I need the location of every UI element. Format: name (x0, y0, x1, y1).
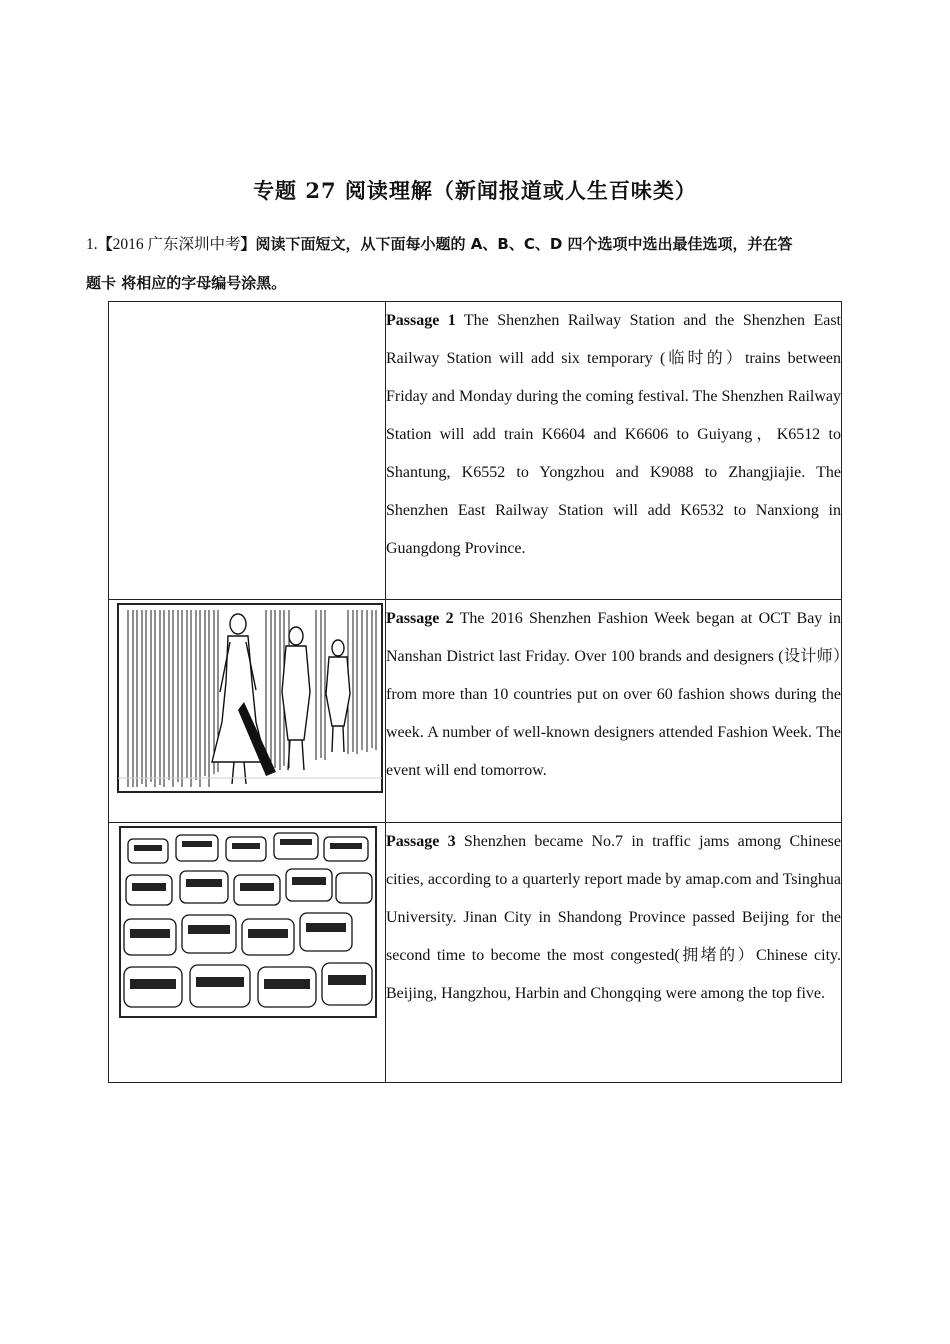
passage-3-cell (386, 823, 842, 1083)
fashion-show-illustration (116, 602, 384, 802)
passage-3-picture-cell (109, 823, 386, 1083)
instruction-line-1: 阅读下面短文，从下面每小题的 A、B、C、D 四个选项中选出最佳选项，并在答 (255, 235, 793, 253)
passage-2-text: The 2016 Shenzhen Fashion Week began at OCT Bay in Nanshan District last Friday. Over 100 brands and designers (设计师）from more than 10 countries put on over 60 fashion shows during the week. A number of well-known designers attended Fashion Week. The event will end tomorrow. (386, 610, 842, 779)
passage-row (109, 302, 842, 600)
passage-2-picture-cell (109, 600, 386, 823)
passage-1-picture-cell (109, 302, 386, 600)
question-intro (86, 225, 866, 303)
traffic-jam-illustration (118, 825, 380, 1021)
passage-3-label: Passage 3 (386, 833, 456, 850)
passage-2-label: Passage 2 (386, 610, 454, 627)
question-number: 1. (86, 236, 98, 253)
bracket-open: 【 (97, 235, 113, 253)
passage-row (109, 823, 842, 1083)
bracket-close: 】 (240, 235, 256, 253)
passage-3-text: Shenzhen became No.7 in traffic jams among Chinese cities, according to a quarterly report made by amap.com and Tsinghua University. Jinan City in Shandong Province passed Beijing for the second time to become the most congested(拥堵的）Chinese city. Beijing, Hangzhou, Harbin and Chongqing were among the top five. (386, 833, 842, 1002)
page-title: 专题 27 阅读理解（新闻报道或人生百味类） (253, 178, 697, 203)
passage-1-label: Passage 1 (386, 312, 456, 329)
passages-table (108, 301, 842, 1083)
passage-1-cell (386, 302, 842, 600)
instruction-line-2: 题卡 将相应的字母编号涂黑。 (86, 274, 287, 292)
passage-1-text: The Shenzhen Railway Station and the Shenzhen East Railway Station will add six temporary (临时的）trains between Friday and Monday during the coming festival. The Shenzhen Railway Station will add train K6604 and K6606 to Guiyang，K6512 to Shantung, K6552 to Yongzhou and K9088 to Zhangjiajie. The Shenzhen East Railway Station will add K6532 to Nanxiong in Guangdong Province. (386, 312, 842, 557)
passage-2-cell (386, 600, 842, 823)
passage-row (109, 600, 842, 823)
question-source: 2016 广东深圳中考 (112, 236, 241, 253)
